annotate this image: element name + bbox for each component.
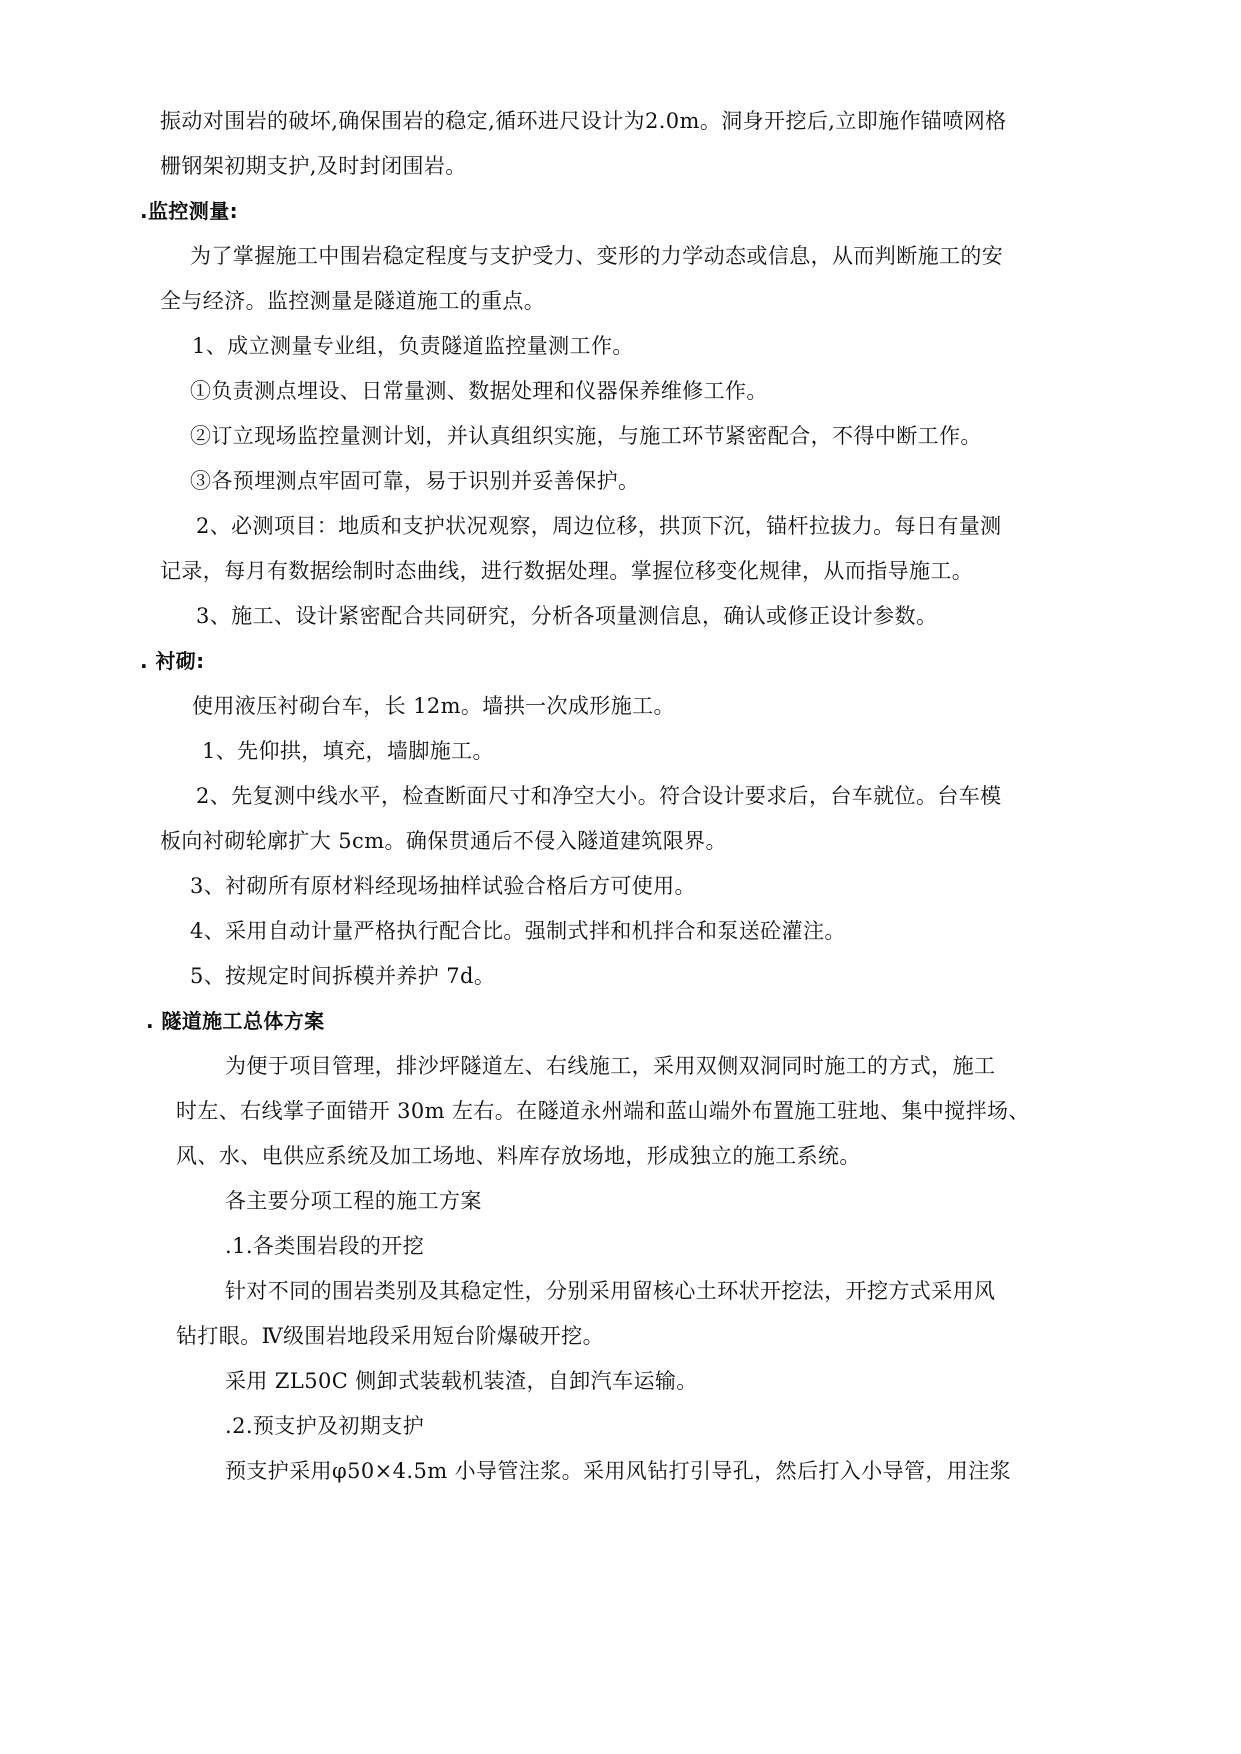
paragraph-line: 采用 ZL50C 侧卸式装载机装渣，自卸汽车运输。 (225, 1369, 698, 1393)
paragraph-line: 记录，每月有数据绘制时态曲线，进行数据处理。掌握位移变化规律，从而指导施工。 (160, 559, 974, 583)
list-item: 5、按规定时间拆模并养护 7d。 (190, 964, 496, 988)
list-item: 2、必测项目：地质和支护状况观察，周边位移，拱顶下沉，锚杆拉拔力。每日有量测 (196, 514, 1002, 538)
paragraph-line: 板向衬砌轮廓扩大 5cm。确保贯通后不侵入隧道建筑限界。 (160, 829, 727, 853)
list-item: 2、先复测中线水平，检查断面尺寸和净空大小。符合设计要求后，台车就位。台车模 (196, 784, 1002, 808)
list-item: 1、先仰拱，填充，墙脚施工。 (202, 739, 494, 763)
list-item: 4、采用自动计量严格执行配合比。强制式拌和机拌合和泵送砼灌注。 (190, 919, 846, 943)
list-item: 3、施工、设计紧密配合共同研究，分析各项量测信息，确认或修正设计参数。 (196, 604, 938, 628)
subsection-title: 各主要分项工程的施工方案 (225, 1189, 482, 1213)
list-item: ①负责测点埋设、日常量测、数据处理和仪器保养维修工作。 (190, 379, 768, 403)
paragraph-line: 为了掌握施工中围岩稳定程度与支护受力、变形的力学动态或信息，从而判断施工的安 (190, 244, 1004, 268)
section-heading: .监控测量: (140, 199, 238, 223)
list-item: ②订立现场监控量测计划，并认真组织实施，与施工环节紧密配合，不得中断工作。 (190, 424, 982, 448)
list-item: 1、成立测量专业组，负责隧道监控量测工作。 (192, 334, 634, 358)
paragraph-line: 使用液压衬砌台车，长 12m。墙拱一次成形施工。 (192, 694, 675, 718)
paragraph-line: 钻打眼。Ⅳ级围岩地段采用短台阶爆破开挖。 (176, 1324, 604, 1348)
list-item: 3、衬砌所有原材料经现场抽样试验合格后方可使用。 (190, 874, 696, 898)
subsection-heading: .1.各类围岩段的开挖 (225, 1234, 425, 1258)
paragraph-line: 振动对围岩的破坏,确保围岩的稳定,循环进尺设计为2.0m。洞身开挖后,立即施作锚喷网格 (160, 109, 1007, 133)
section-heading: . 隧道施工总体方案 (146, 1009, 325, 1033)
subsection-heading: .2.预支护及初期支护 (225, 1414, 425, 1438)
paragraph-line: 风、水、电供应系统及加工场地、料库存放场地，形成独立的施工系统。 (176, 1144, 861, 1168)
list-item: ③各预埋测点牢固可靠，易于识别并妥善保护。 (190, 469, 640, 493)
paragraph-line: 针对不同的围岩类别及其稳定性，分别采用留核心土环状开挖法，开挖方式采用风 (225, 1279, 996, 1303)
paragraph-line: 为便于项目管理，排沙坪隧道左、右线施工，采用双侧双洞同时施工的方式，施工 (225, 1054, 996, 1078)
paragraph-line: 栅钢架初期支护,及时封闭围岩。 (160, 154, 467, 178)
paragraph-line: 预支护采用φ50×4.5m 小导管注浆。采用风钻打引导孔，然后打入小导管，用注浆 (225, 1459, 1012, 1483)
paragraph-line: 时左、右线掌子面错开 30m 左右。在隧道永州端和蓝山端外布置施工驻地、集中搅拌场、 (176, 1099, 1030, 1123)
section-heading: . 衬砌: (140, 649, 205, 673)
paragraph-line: 全与经济。监控测量是隧道施工的重点。 (160, 289, 546, 313)
